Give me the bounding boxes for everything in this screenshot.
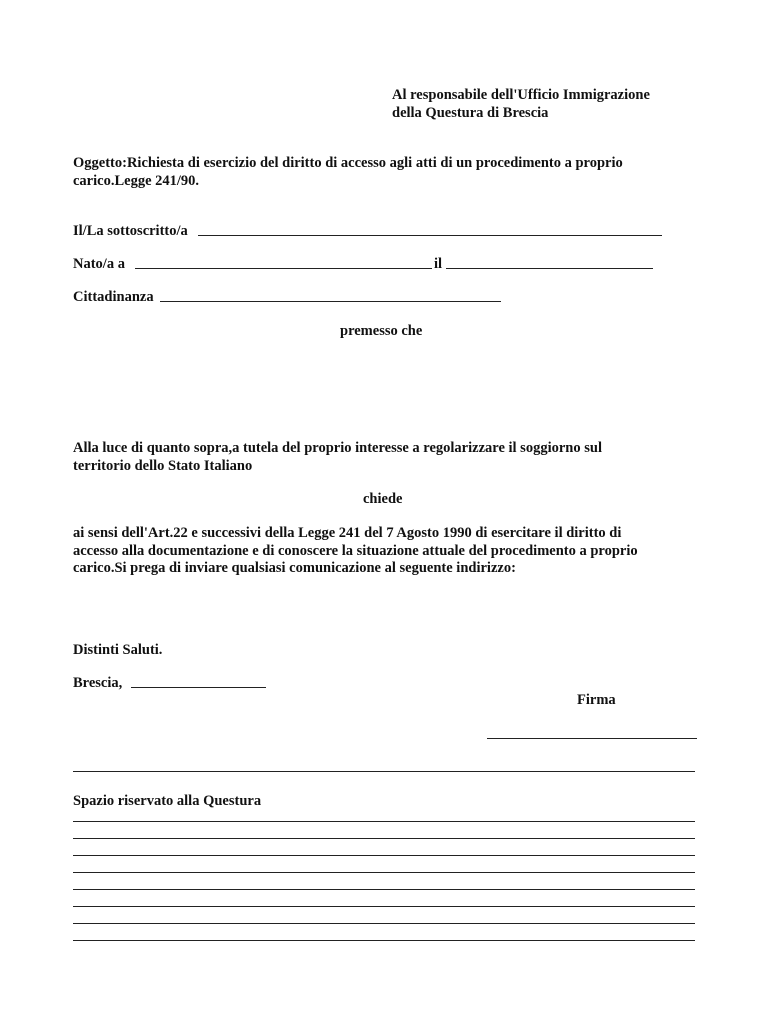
office-blank-line[interactable] (73, 940, 695, 941)
signature-blank-line[interactable] (487, 738, 697, 739)
birthdate-blank-line[interactable] (446, 268, 653, 269)
request-line-1: ai sensi dell'Art.22 e successivi della Legge 241 del 7 Agosto 1990 di esercitare il diritto di (73, 525, 622, 541)
place-label: Brescia, (73, 675, 123, 691)
office-blank-line[interactable] (73, 838, 695, 839)
birthplace-blank-line[interactable] (135, 268, 432, 269)
request-line-2: accesso alla documentazione e di conoscere la situazione attuale del procedimento a proprio (73, 543, 638, 559)
office-blank-line[interactable] (73, 821, 695, 822)
closing-salutation: Distinti Saluti. (73, 642, 163, 658)
birthdate-label: il (434, 256, 443, 272)
office-blank-line[interactable] (73, 872, 695, 873)
interest-line-1: Alla luce di quanto sopra,a tutela del proprio interesse a regolarizzare il soggiorno sul (73, 440, 602, 456)
office-blank-line[interactable] (73, 923, 695, 924)
citizenship-label: Cittadinanza (73, 289, 154, 305)
subject-line-2: carico.Legge 241/90. (73, 173, 200, 189)
office-blank-line[interactable] (73, 906, 695, 907)
recipient-line-2: della Questura di Brescia (392, 105, 549, 121)
section-divider (73, 771, 695, 772)
office-blank-line[interactable] (73, 855, 695, 856)
recipient-line-1: Al responsabile dell'Ufficio Immigrazione (392, 87, 650, 103)
request-line-3: carico.Si prega di inviare qualsiasi comunicazione al seguente indirizzo: (73, 560, 516, 576)
subject-line-1: Oggetto:Richiesta di esercizio del diritto di accesso agli atti di un procedimento a proprio (73, 155, 623, 171)
signature-label: Firma (577, 692, 616, 708)
office-section-label: Spazio riservato alla Questura (73, 793, 262, 809)
undersigned-label: Il/La sottoscritto/a (73, 223, 188, 239)
date-blank-line[interactable] (131, 687, 266, 688)
undersigned-blank-line[interactable] (198, 235, 662, 236)
premise-heading: premesso che (340, 323, 423, 339)
interest-line-2: territorio dello Stato Italiano (73, 458, 253, 474)
office-blank-line[interactable] (73, 889, 695, 890)
birthplace-label: Nato/a a (73, 256, 125, 272)
citizenship-blank-line[interactable] (160, 301, 501, 302)
request-heading: chiede (363, 491, 403, 507)
